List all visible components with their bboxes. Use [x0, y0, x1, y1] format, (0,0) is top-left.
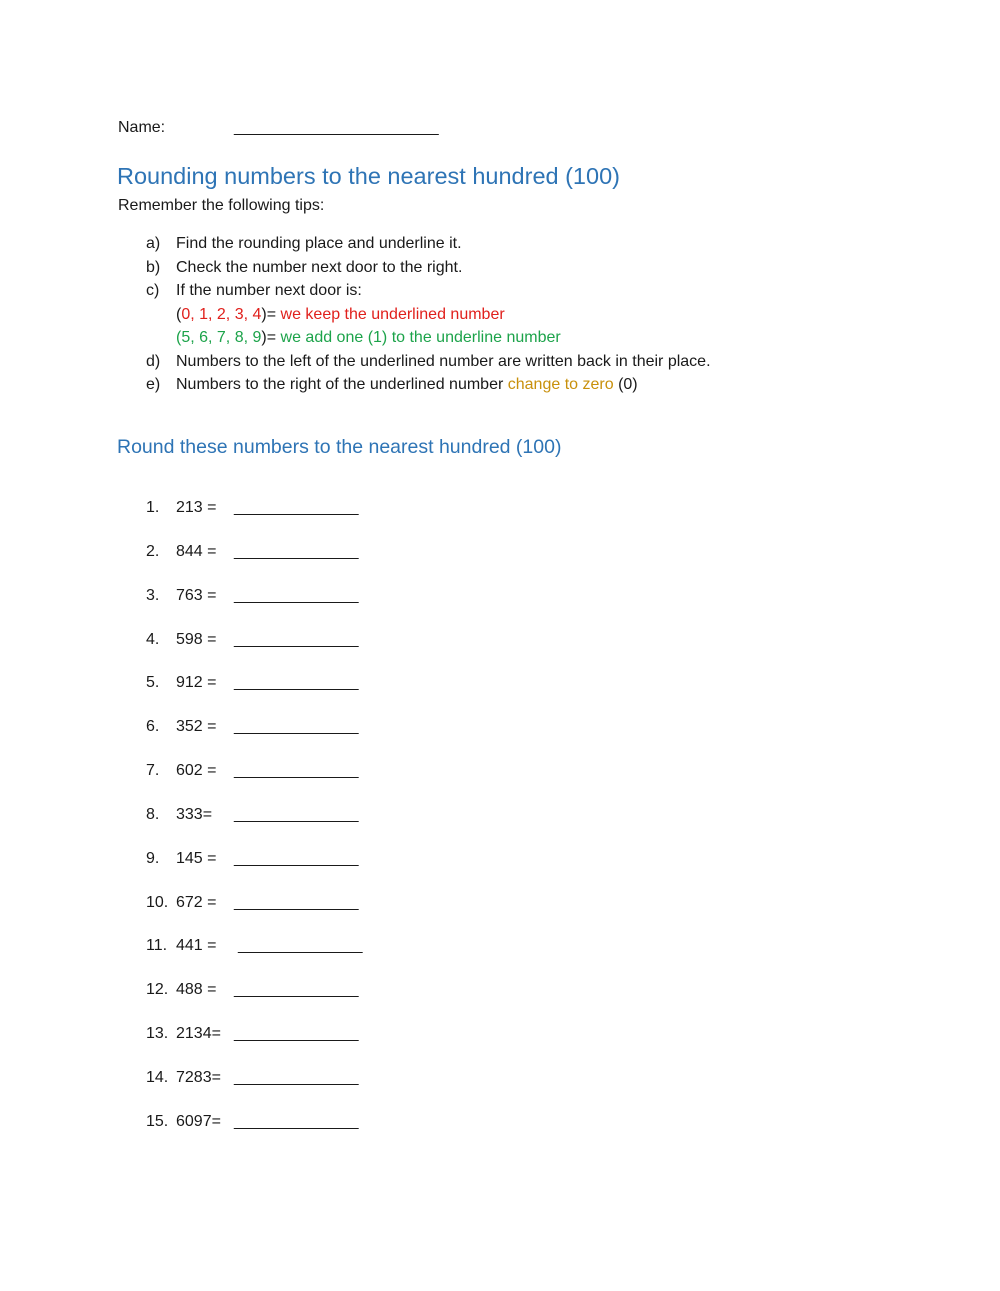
answer-blank[interactable]: ______________	[234, 893, 359, 911]
question-number: 1.	[146, 499, 160, 516]
tip-marker: c)	[146, 282, 160, 299]
question-number: 12.	[146, 981, 169, 999]
answer-blank[interactable]: ______________	[234, 499, 359, 516]
tip-a	[146, 232, 711, 256]
tip-suffix: (0)	[618, 376, 638, 393]
question-expression: 213 =	[176, 499, 217, 516]
tip-text: Check the number next door to the right.	[176, 258, 463, 276]
question-number: 15.	[146, 1112, 169, 1130]
answer-blank[interactable]: ______________	[234, 674, 359, 692]
answer-blank[interactable]: ______________	[234, 1112, 359, 1130]
question-expression: 488 =	[176, 981, 217, 999]
tip-marker: a)	[146, 235, 161, 252]
rule-keep-close: )=	[261, 305, 277, 323]
section-subtitle: Round these numbers to the nearest hundred (100)	[117, 436, 562, 458]
question-number: 14.	[146, 1068, 169, 1086]
question-expression: 6097=	[176, 1112, 221, 1130]
rule-keep	[176, 303, 561, 327]
rule-add-close: )=	[261, 329, 277, 346]
question-expression: 441 =	[176, 937, 217, 955]
question-number: 6.	[146, 718, 160, 736]
name-field	[118, 118, 439, 138]
rule-keep-open: (	[176, 305, 182, 323]
page-title: Rounding numbers to the nearest hundred (100)	[117, 163, 620, 189]
rule-add-digits: (5, 6, 7, 8, 9	[176, 329, 262, 346]
question-expression: 2134=	[176, 1025, 221, 1043]
name-blank[interactable]: _______________________	[234, 119, 439, 136]
tip-highlight: change to zero	[507, 376, 614, 393]
question-expression: 844 =	[176, 542, 217, 560]
answer-blank[interactable]: ______________	[234, 805, 359, 823]
question-expression: 763 =	[176, 586, 217, 604]
tips-list	[146, 232, 711, 397]
question-expression: 333=	[176, 805, 213, 823]
tip-text: If the number next door is:	[176, 282, 362, 299]
question-number: 5.	[146, 674, 160, 692]
question-number: 9.	[146, 849, 160, 867]
rule-add	[176, 326, 561, 350]
tip-c	[146, 279, 711, 350]
tip-text: Numbers to the left of the underlined number are written back in their place.	[176, 352, 711, 370]
rule-add-explanation: we add one (1) to the underline number	[280, 329, 561, 346]
tip-marker: d)	[146, 352, 161, 370]
answer-blank[interactable]: ______________	[234, 630, 359, 648]
question-expression: 912 =	[176, 674, 217, 692]
answer-blank[interactable]: ______________	[234, 718, 359, 736]
tip-marker: e)	[146, 376, 161, 393]
tip-c-body	[176, 279, 561, 350]
question-expression: 602 =	[176, 762, 217, 780]
tip-e	[146, 373, 711, 397]
question-number: 2.	[146, 542, 160, 560]
answer-blank[interactable]: ______________	[238, 937, 363, 955]
question-number: 11.	[146, 937, 168, 955]
name-label: Name:	[118, 119, 166, 136]
question-expression: 7283=	[176, 1068, 221, 1086]
question-number: 7.	[146, 762, 160, 780]
answer-blank[interactable]: ______________	[234, 849, 359, 867]
question-number: 4.	[146, 630, 160, 648]
answer-blank[interactable]: ______________	[234, 1025, 359, 1043]
answer-blank[interactable]: ______________	[234, 762, 359, 780]
tip-text: Find the rounding place and underline it.	[176, 235, 462, 252]
question-expression: 598 =	[176, 630, 217, 648]
question-number: 13.	[146, 1025, 169, 1043]
answer-blank[interactable]: ______________	[234, 1068, 359, 1086]
tip-text: Numbers to the right of the underlined number	[176, 376, 504, 393]
tip-marker: b)	[146, 258, 161, 276]
tip-b	[146, 256, 711, 280]
question-expression: 672 =	[176, 893, 217, 911]
answer-blank[interactable]: ______________	[234, 542, 359, 560]
question-number: 8.	[146, 805, 160, 823]
question-expression: 145 =	[176, 849, 217, 867]
rule-keep-digits: 0, 1, 2, 3, 4	[181, 305, 262, 323]
question-expression: 352 =	[176, 718, 217, 736]
answer-blank[interactable]: ______________	[234, 586, 359, 604]
tip-e-body	[176, 373, 638, 397]
tip-d	[146, 350, 711, 374]
answer-blank[interactable]: ______________	[234, 981, 359, 999]
rule-keep-explanation: we keep the underlined number	[280, 305, 505, 323]
intro-text: Remember the following tips:	[118, 197, 325, 214]
question-number: 3.	[146, 586, 160, 604]
question-number: 10.	[146, 893, 169, 911]
